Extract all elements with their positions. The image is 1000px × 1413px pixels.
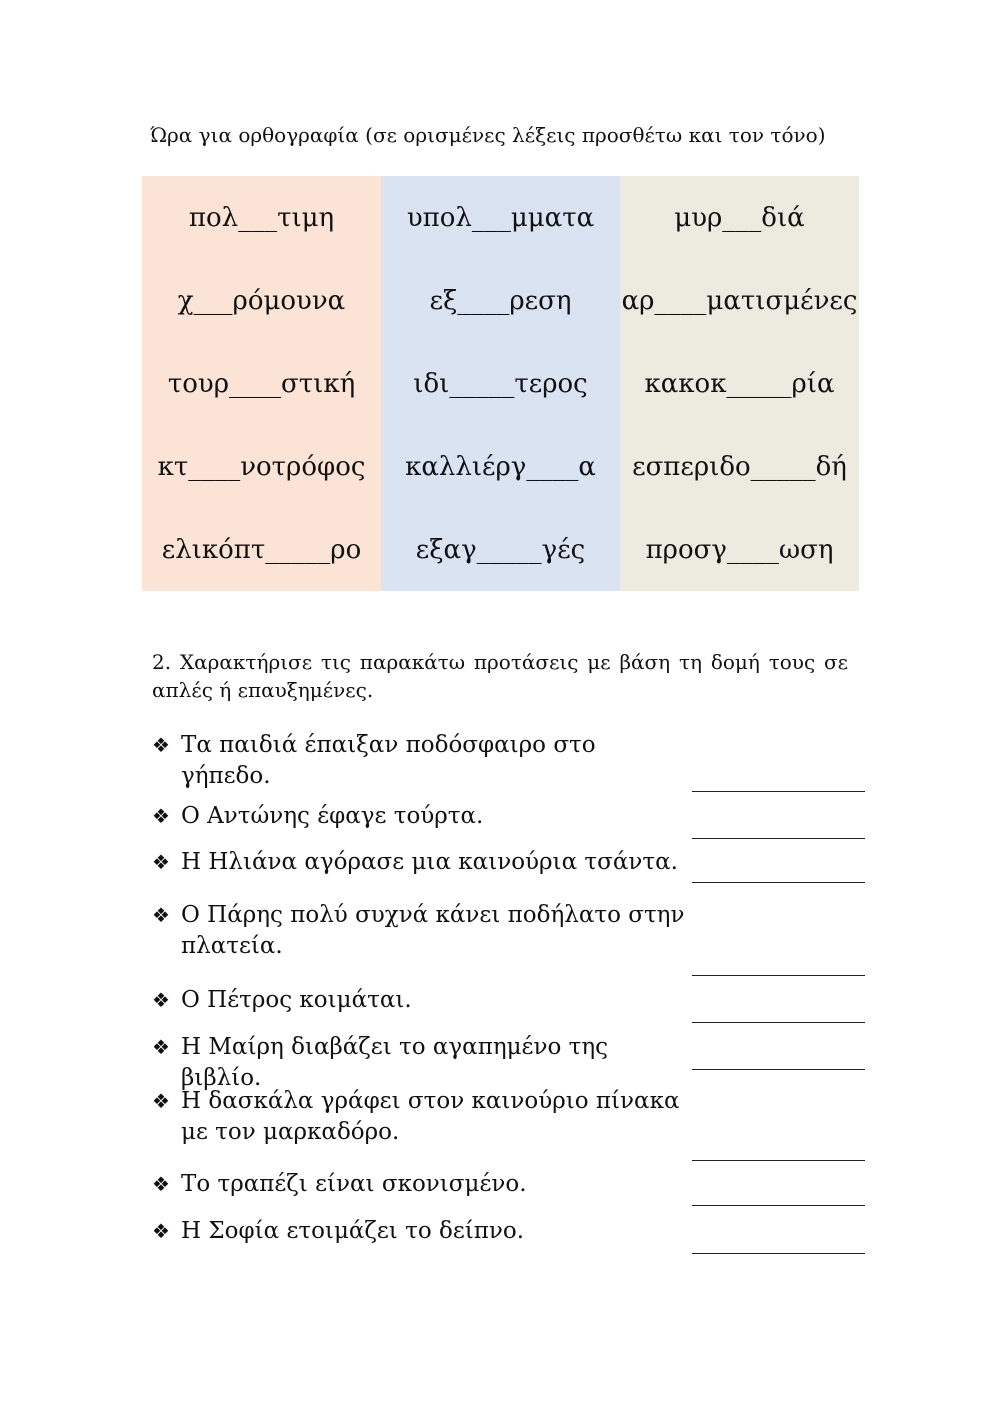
spelling-word: εσπεριδο_____δή: [632, 451, 847, 482]
answer-line[interactable]: [692, 838, 865, 839]
sentence-item: [152, 1086, 692, 1148]
answer-line[interactable]: [692, 1160, 865, 1161]
sentence-item: [152, 730, 692, 792]
sentence-text: Τα παιδιά έπαιξαν ποδόσφαιρο στο γήπεδο.: [181, 732, 596, 789]
sentence-item: [152, 900, 692, 962]
spelling-word: κτ____νοτρόφος: [157, 451, 366, 482]
sentence-item: [152, 1169, 692, 1200]
answer-line[interactable]: [692, 1253, 865, 1254]
sentence-text: Ο Πέτρος κοιμάται.: [181, 987, 412, 1013]
sentence-text: Το τραπέζι είναι σκονισμένο.: [181, 1171, 527, 1197]
spelling-word: αρ____ματισμένες: [621, 285, 858, 316]
sentence-item: [152, 1216, 692, 1247]
sentence-text: Η δασκάλα γράφει στον καινούριο πίνακα με τον μαρκαδόρο.: [181, 1088, 680, 1145]
spelling-grid: [142, 176, 859, 591]
spelling-word: κακοκ_____ρία: [644, 368, 835, 399]
diamond-bullet-icon: ❖: [152, 903, 170, 927]
diamond-bullet-icon: ❖: [152, 733, 170, 757]
spelling-word: ελικόπτ_____ρο: [161, 534, 362, 565]
exercise-2-instruction: 2. Χαρακτήρισε τις παρακάτω προτάσεις με βάση τη δομή τους σε απλές ή επαυξημένες.: [152, 650, 848, 702]
diamond-bullet-icon: ❖: [152, 988, 170, 1012]
exercise-title: Ώρα για ορθογραφία (σε ορισμένες λέξεις προσθέτω και τον τόνο): [150, 123, 826, 147]
spelling-word: πολ___τιμη: [188, 202, 335, 233]
spelling-column-2: [381, 176, 620, 591]
sentence-text: Ο Πάρης πολύ συχνά κάνει ποδήλατο στην πλατεία.: [181, 902, 685, 959]
answer-line[interactable]: [692, 1205, 865, 1206]
spelling-column-3: [620, 176, 859, 591]
answer-line[interactable]: [692, 1022, 865, 1023]
diamond-bullet-icon: ❖: [152, 804, 170, 828]
spelling-word: εξαγ_____γές: [415, 534, 586, 565]
sentence-item: [152, 847, 692, 878]
spelling-word: καλλιέργ____α: [405, 451, 596, 482]
spelling-word: μυρ___διά: [674, 202, 805, 233]
diamond-bullet-icon: ❖: [152, 1172, 170, 1196]
sentence-item: [152, 985, 692, 1016]
spelling-column-1: [142, 176, 381, 591]
spelling-word: εξ____ρεση: [429, 285, 572, 316]
diamond-bullet-icon: ❖: [152, 1035, 170, 1059]
spelling-word: τουρ____στική: [167, 368, 356, 399]
spelling-word: προσγ____ωση: [645, 534, 834, 565]
answer-line[interactable]: [692, 791, 865, 792]
diamond-bullet-icon: ❖: [152, 850, 170, 874]
spelling-word: υπολ___μματα: [406, 202, 595, 233]
spelling-word: ιδι_____τερος: [413, 368, 588, 399]
sentence-text: Η Μαίρη διαβάζει το αγαπημένο της βιβλίο.: [181, 1034, 608, 1091]
sentence-text: Ο Αντώνης έφαγε τούρτα.: [181, 803, 484, 829]
answer-line[interactable]: [692, 975, 865, 976]
spelling-word: χ___ρόμουνα: [177, 285, 346, 316]
answer-line[interactable]: [692, 1069, 865, 1070]
answer-line[interactable]: [692, 882, 865, 883]
diamond-bullet-icon: ❖: [152, 1089, 170, 1113]
sentence-item: [152, 1032, 692, 1094]
diamond-bullet-icon: ❖: [152, 1219, 170, 1243]
sentence-item: [152, 801, 692, 832]
sentence-text: Η Σοφία ετοιμάζει το δείπνο.: [181, 1218, 525, 1244]
sentence-text: Η Ηλιάνα αγόρασε μια καινούρια τσάντα.: [181, 849, 678, 875]
